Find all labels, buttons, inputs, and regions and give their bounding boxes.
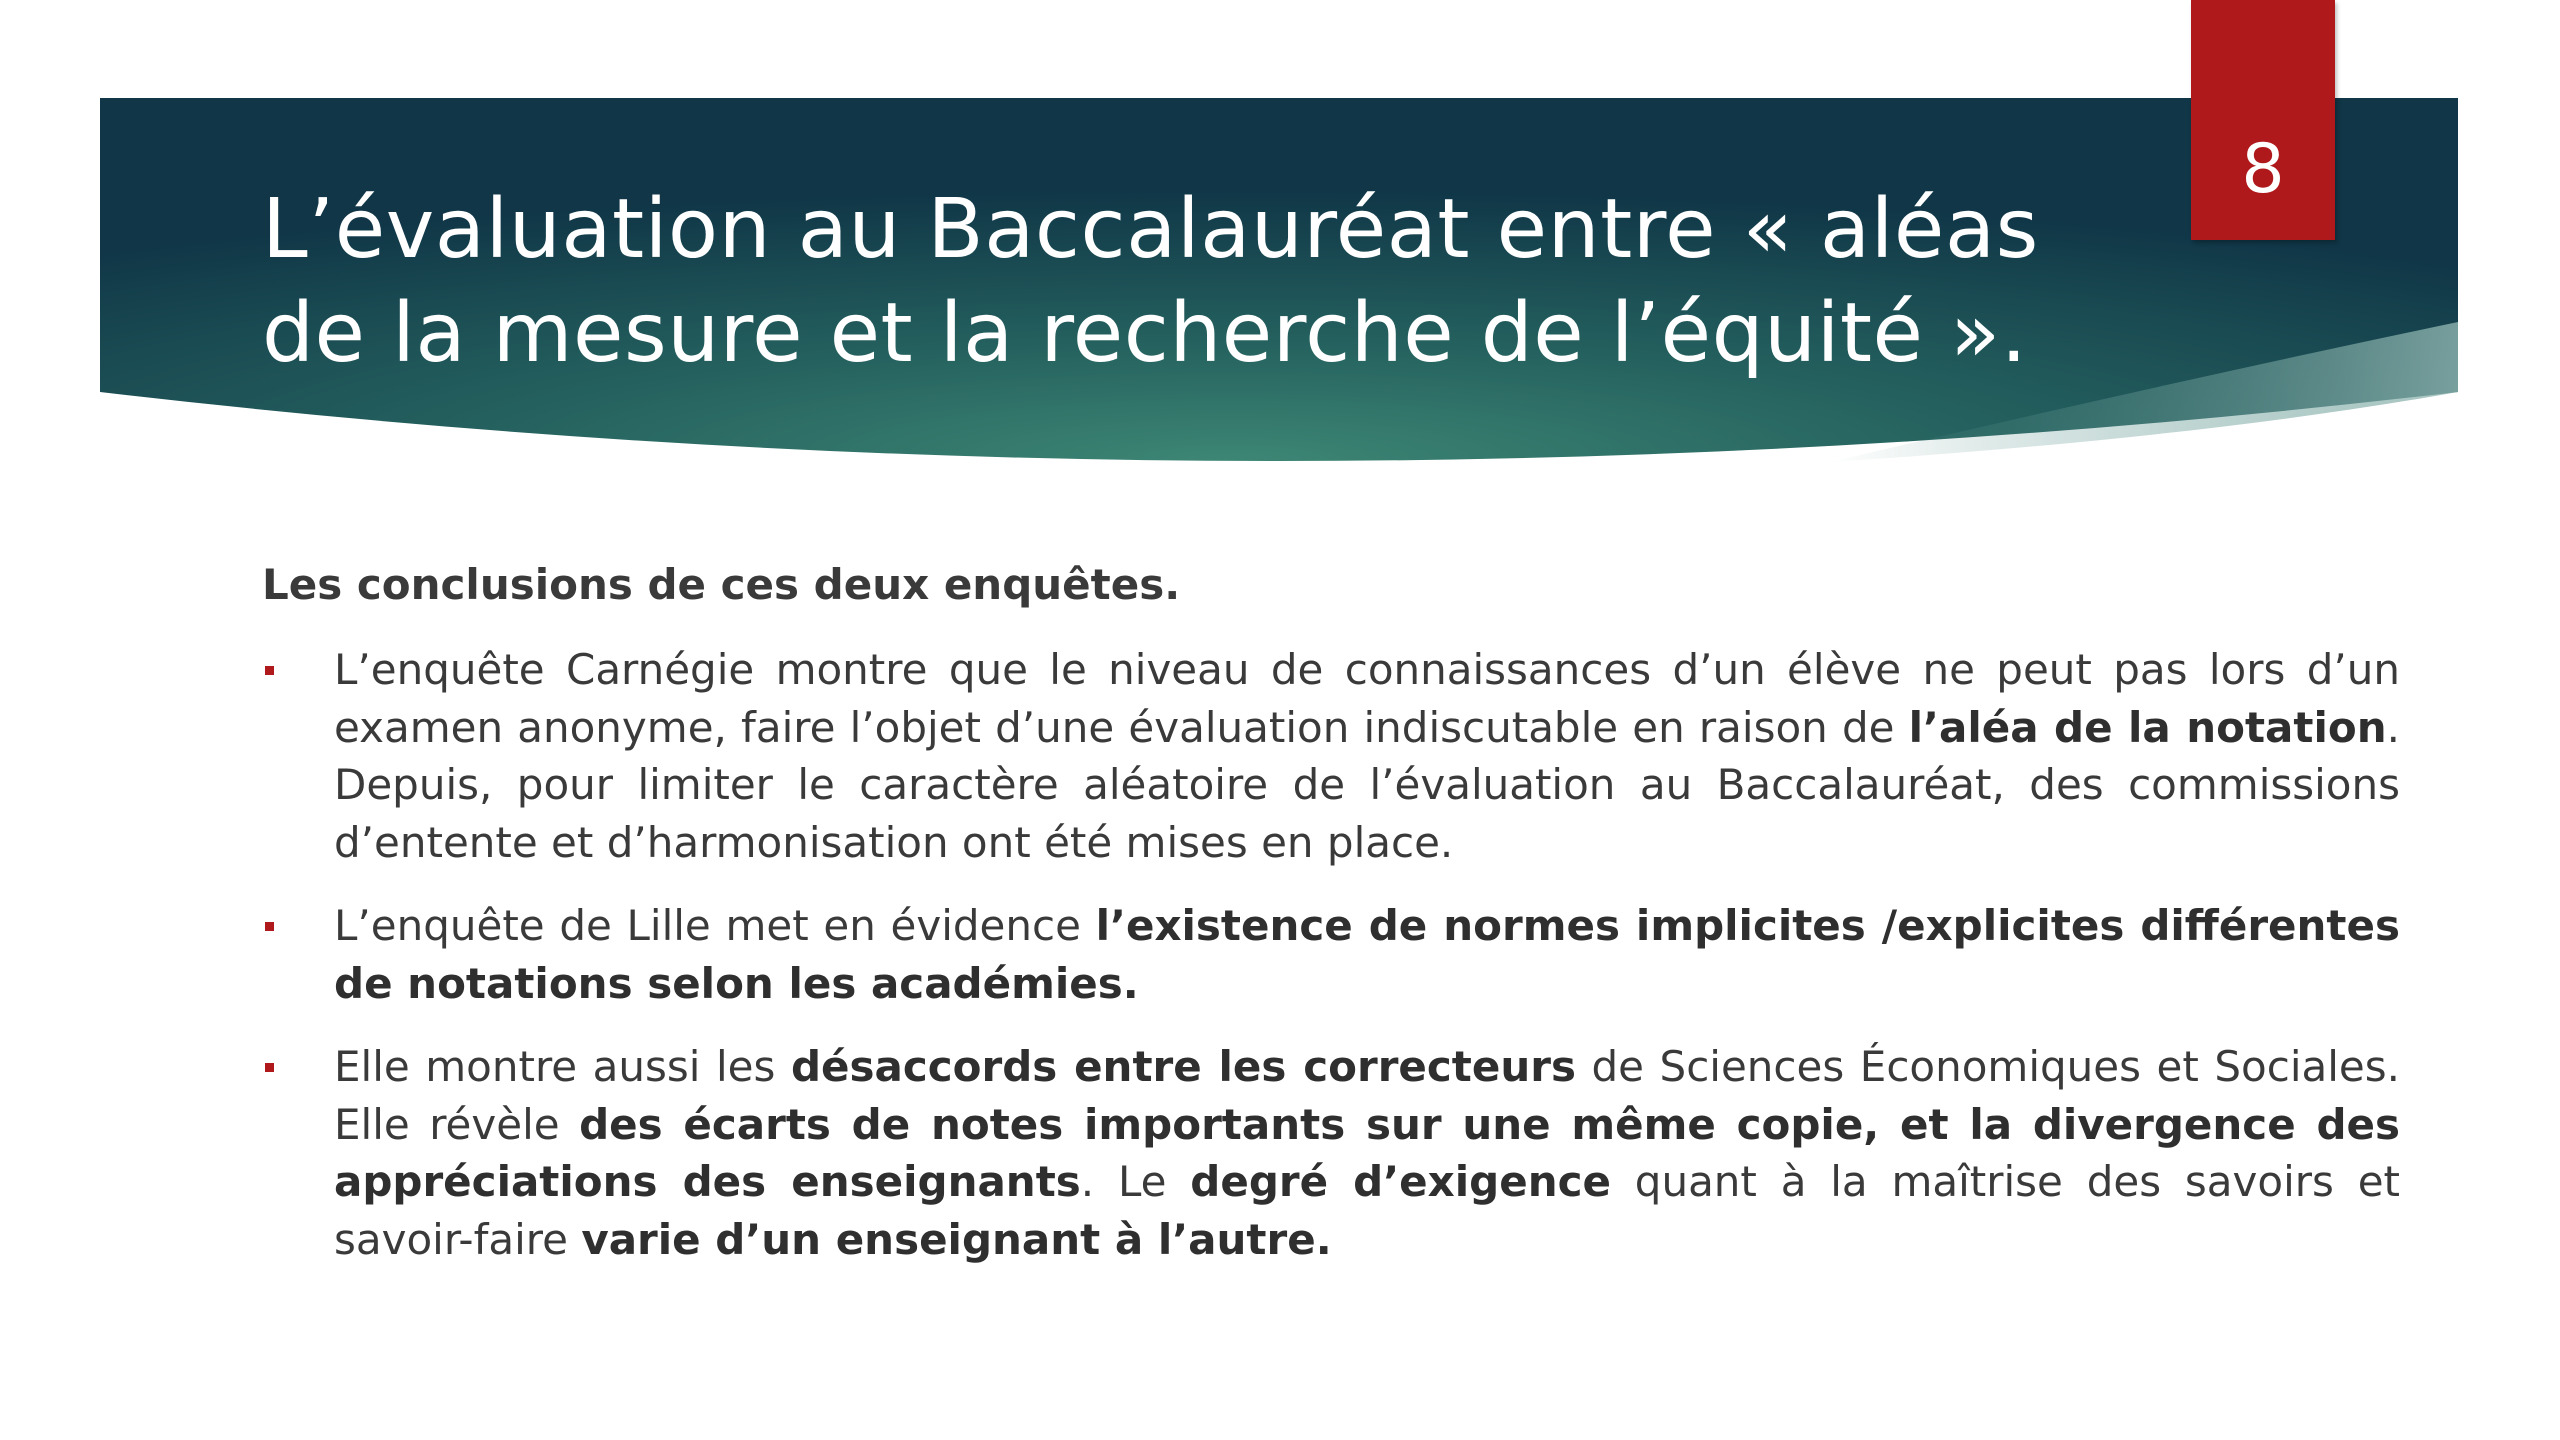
bullet-emphasis: des écarts de notes importants sur une même copie, et la divergence des appréciations des enseignants [334, 1099, 2400, 1206]
bullet-run: . Depuis, pour limiter le caractère aléatoire de l’évaluation au Baccalauréat, des commissions d’entente et d’harmonisation ont été mises en place. [334, 702, 2400, 867]
bullet-list [262, 641, 2400, 1268]
bullet-square-icon [265, 1063, 274, 1072]
bullet-run: quant à la maîtrise des savoirs et savoir-faire [334, 1157, 2400, 1264]
bullet-run: Elle montre aussi les [334, 1042, 791, 1091]
slide-title [262, 178, 2122, 386]
bullet-item [262, 641, 2400, 871]
bullet-emphasis: degré d’exigence [1190, 1157, 1611, 1206]
bullet-emphasis: l’aléa de la notation [1908, 702, 2387, 752]
bullet-text [334, 901, 2400, 1008]
bullet-text [334, 645, 2400, 867]
slide-title-line-2: de la mesure et la recherche de l’équité ». [262, 286, 2028, 381]
section-heading: Les conclusions de ces deux enquêtes. [262, 560, 1181, 609]
slide-number: 8 [2241, 130, 2285, 209]
bullet-item [262, 897, 2400, 1012]
bullet-emphasis: varie d’un enseignant à l’autre. [581, 1214, 1332, 1264]
bullet-run: L’enquête de Lille met en évidence [334, 901, 1096, 950]
bullet-run: . Le [1080, 1157, 1191, 1206]
bullet-square-icon [265, 666, 274, 675]
slide-number-tab [2191, 0, 2335, 240]
bullet-run: L’enquête Carnégie montre que le niveau de connaissances d’un élève ne peut pas lors d’un examen anonyme, faire l’objet d’une évaluation indiscutable en raison de [334, 645, 2400, 752]
slide-content [262, 555, 2400, 1294]
slide-title-line-1: L’évaluation au Baccalauréat entre « aléas [262, 182, 2039, 277]
bullet-square-icon [265, 922, 274, 931]
bullet-run: de Sciences Économiques et Sociales. Elle révèle [334, 1042, 2400, 1149]
bullet-emphasis: désaccords entre les correcteurs [790, 1042, 1576, 1091]
bullet-item [262, 1038, 2400, 1268]
bullet-emphasis: l’existence de normes implicites /explicites différentes de notations selon les académies. [334, 901, 2400, 1008]
bullet-text [334, 1042, 2400, 1264]
